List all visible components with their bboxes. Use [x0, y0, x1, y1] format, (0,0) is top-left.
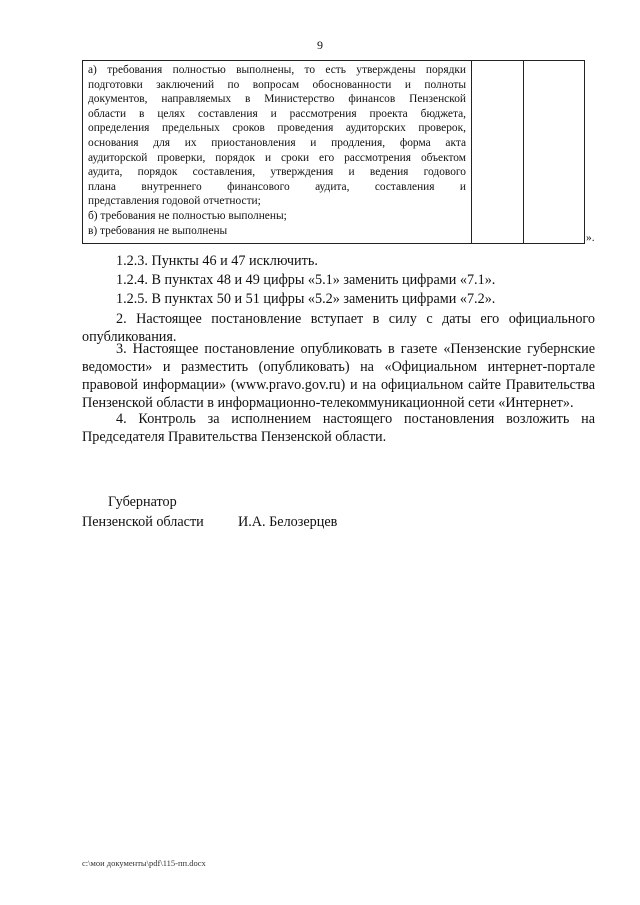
paragraph: 4. Контроль за исполнением настоящего постановления возложить на Председателя Правительства Пензенской области.: [82, 411, 595, 445]
text-line: плана внутреннего финансового аудита, составления и: [88, 180, 466, 193]
score-cell: [472, 61, 524, 244]
text-line: документов, направляемых в Министерство финансов Пензенской: [88, 93, 466, 106]
paragraph: 3. Настоящее постановление опубликовать в газете «Пензенские губернские ведомости» и разместить (опубликовать) на «Официальном интернет-портале правовой информации» (www.pravo.gov.ru) и на официальном сайте Правительства Пензенской области в информационно-телекоммуникационной сети «Интернет».: [82, 341, 595, 411]
requirement-option-b: б) требования не полностью выполнены;: [88, 209, 287, 222]
text-line: основания для их приостановления и продления, форма акта: [88, 136, 466, 149]
requirement-option-a-end: представления годовой отчетности;: [88, 195, 261, 208]
text-line: аудита, порядок составления, утверждения и ведения годового: [88, 166, 466, 179]
paragraph: 1.2.3. Пункты 46 и 47 исключить.: [116, 253, 318, 269]
signatory-name: И.А. Белозерцев: [238, 514, 338, 530]
requirement-option-a: [88, 63, 466, 194]
table-row: [83, 61, 585, 244]
weight-cell: [524, 61, 585, 244]
text-line: а) требования полностью выполнены, то есть утверждены порядки: [88, 64, 466, 76]
text-line: аудиторской проверки, порядок и сроки его рассмотрения объектом: [88, 151, 466, 164]
paragraph: 1.2.5. В пунктах 50 и 51 цифры «5.2» заменить цифрами «7.2».: [116, 291, 496, 307]
item-1-2-3: [82, 252, 595, 270]
closing-quote-mark: ».: [586, 232, 595, 244]
signatory-title-line2: Пензенской области: [82, 514, 204, 530]
text-line: подготовки заключений по вопросам обоснованности и полноты: [88, 78, 466, 91]
criteria-description-cell: [83, 61, 472, 244]
signatory-title-line1: Губернатор: [108, 494, 177, 510]
file-path-footer: c:\мои документы\pdf\115-пп.docx: [82, 858, 206, 868]
page-number: 9: [317, 38, 323, 52]
text-line: определения предельных сроков проведения аудиторских проверок,: [88, 122, 466, 135]
item-3: [82, 340, 595, 412]
criteria-table: [82, 60, 585, 244]
text-line: области в целях составления и рассмотрения проекта бюджета,: [88, 107, 466, 120]
item-1-2-4: [82, 271, 595, 289]
item-1-2-5: [82, 290, 595, 308]
item-4: [82, 410, 595, 446]
paragraph: 1.2.4. В пунктах 48 и 49 цифры «5.1» заменить цифрами «7.1».: [116, 272, 496, 288]
paragraph: 2. Настоящее постановление вступает в силу с даты его официального опубликования.: [82, 311, 595, 345]
requirement-option-c: в) требования не выполнены: [88, 224, 228, 237]
